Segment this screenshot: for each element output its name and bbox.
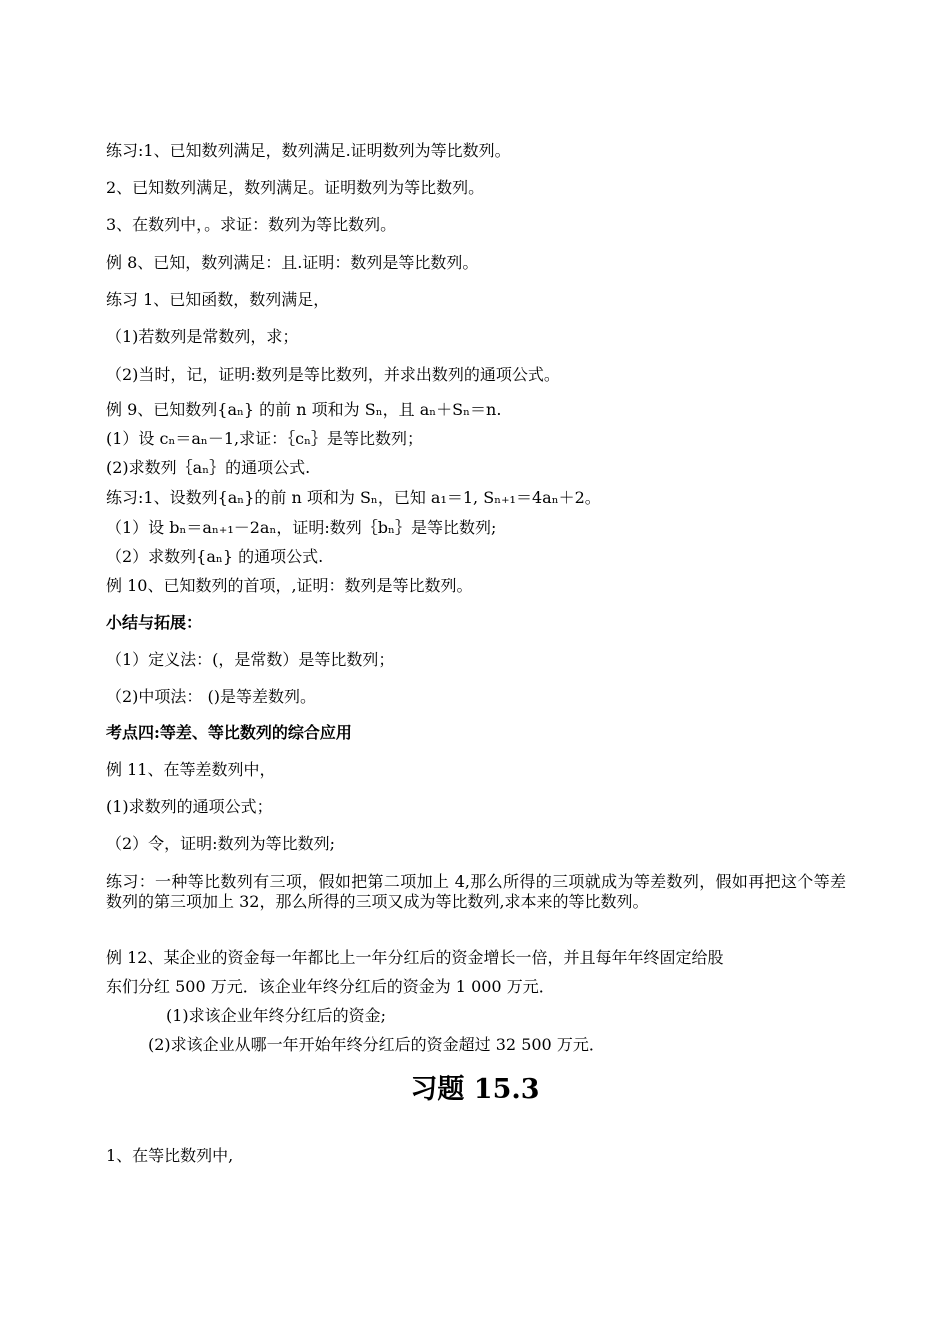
example-subitem: (1)求该企业年终分红后的资金; — [166, 1006, 387, 1025]
summary-item: （2)中项法： ()是等差数列。 — [106, 687, 316, 706]
exercise-subitem: （1)若数列是常数列，求； — [106, 327, 299, 346]
summary-item: （1）定义法：(，是常数）是等比数列； — [106, 650, 395, 669]
example-line: 例 8、已知，数列满足：且.证明：数列是等比数列。 — [106, 253, 479, 272]
exercise-line: 2、已知数列满足，数列满足。证明数列为等比数列。 — [106, 178, 485, 197]
example-line: 例 9、已知数列{aₙ} 的前 n 项和为 Sₙ，且 aₙ＋Sₙ＝n. — [106, 400, 502, 419]
example-subitem: (2)求该企业从哪一年开始年终分红后的资金超过 32 500 万元． — [148, 1035, 605, 1054]
example-line: 例 12、某企业的资金每一年都比上一年分红后的资金增长一倍，并且每年年终固定给股 — [106, 948, 724, 967]
exercise-subitem: （2）求数列{aₙ} 的通项公式. — [106, 547, 324, 566]
exercise-line: 1、在等比数列中, — [106, 1146, 234, 1165]
exercise-subitem: （1）设 bₙ＝aₙ₊₁－2aₙ，证明:数列｛bₙ｝是等比数列; — [106, 518, 497, 537]
example-subitem: (1）设 cₙ＝aₙ－1,求证：｛cₙ｝是等比数列； — [106, 429, 424, 448]
example-line: 例 10、已知数列的首项，,证明：数列是等比数列。 — [106, 576, 473, 595]
section-heading: 小结与拓展： — [106, 613, 203, 632]
exercise-line: 3、在数列中，。求证：数列为等比数列。 — [106, 215, 397, 234]
example-line: 例 11、在等差数列中， — [106, 760, 276, 779]
exercise-paragraph: 练习：一种等比数列有三项，假如把第二项加上 4,那么所得的三项就成为等差数列，假如再把这个等差数列的第三项加上 32，那么所得的三项又成为等比数列,求本来的等比数列。 — [106, 872, 846, 911]
section-title: 习题 15.3 — [410, 1074, 540, 1105]
exercise-line: 练习:1、已知数列满足，数列满足.证明数列为等比数列。 — [106, 141, 511, 160]
section-heading: 考点四:等差、等比数列的综合应用 — [106, 723, 352, 742]
exercise-line: 练习 1、已知函数，数列满足， — [106, 290, 330, 309]
exercise-line: 练习:1、设数列{aₙ}的前 n 项和为 Sₙ，已知 a₁＝1, Sₙ₊₁＝4aₙ＋2。 — [106, 488, 601, 507]
exercise-subitem: （2)当时，记，证明:数列是等比数列，并求出数列的通项公式。 — [106, 365, 560, 384]
example-subitem: (1)求数列的通项公式； — [106, 797, 273, 816]
example-subitem: (2)求数列｛aₙ｝的通项公式. — [106, 458, 311, 477]
example-line: 东们分红 500 万元．该企业年终分红后的资金为 1 000 万元． — [106, 977, 555, 996]
example-subitem: （2）令，证明:数列为等比数列; — [106, 834, 335, 853]
